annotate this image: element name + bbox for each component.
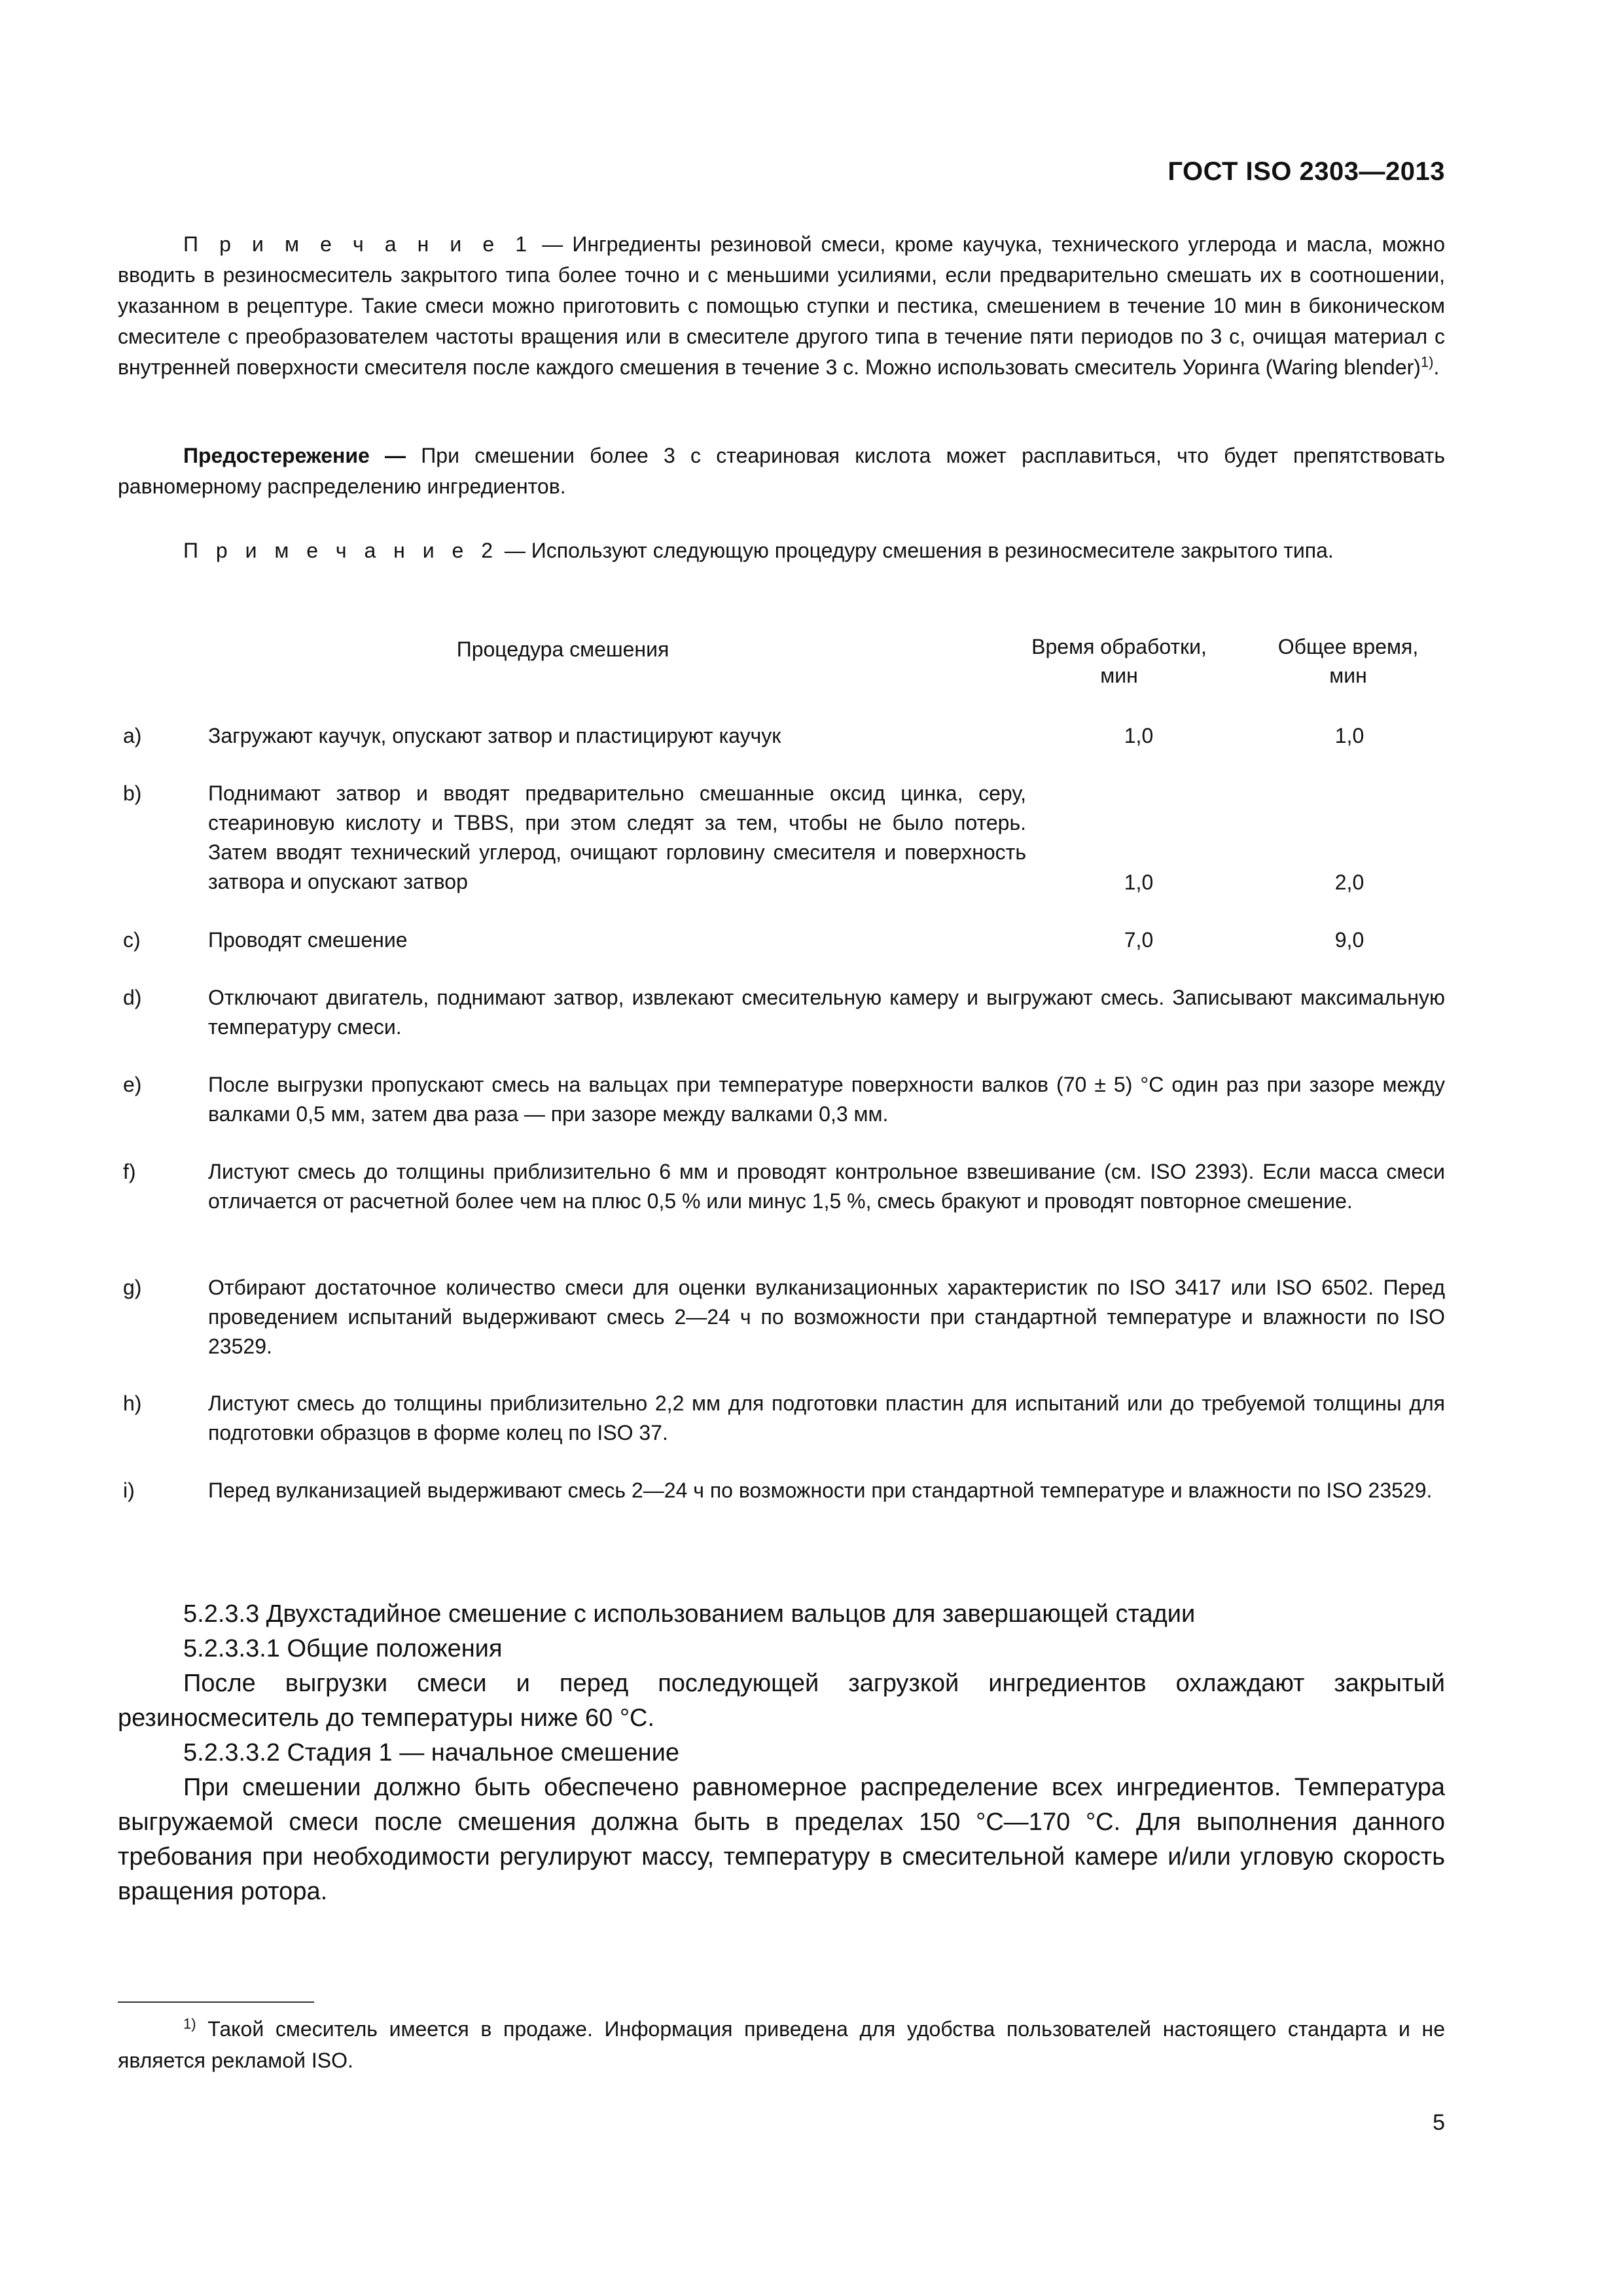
note-1 [118,229,1445,383]
table-row-total: 9,0 [1334,928,1364,952]
col-header-time-line1: Время обработки, [1031,635,1207,658]
document-header: ГОСТ ISO 2303—2013 [1168,157,1445,186]
note-1-text: — Ингредиенты резиновой смеси, кроме каучука, технического углерода и масла, можно вводить в резиносмеситель закрытого типа более точно и с меньшими усилиями, если предварительно смешать их в соотношении, указанном в рецептуре. Такие смеси можно приготовить с помощью ступки и пестика, смешением в течение 10 мин в биконическом смесителе с преобразователем частоты вращения или в смесителе другого типа в течение пяти периодов по 3 с, очищая материал с внутренней поверхности смесителя после каждого смешения в течение 3 с. Можно использовать смеситель Уоринга (Waring blender) [118,232,1446,379]
note-1-tail: . [1433,355,1440,379]
note-1-label: П р и м е ч а н и е 1 [183,232,533,256]
table-row-letter: e) [123,1073,142,1096]
warning-text: При смешении более 3 с стеариновая кислота может расплавиться, что будет препятствовать равномерному распределению ингредиентов. [118,444,1446,498]
table-row-text: Загружают каучук, опускают затвор и пластицируют каучук [208,724,781,747]
table-row-time: 1,0 [1124,870,1154,894]
warning [118,440,1445,502]
table-row-text: Проводят смешение [208,928,408,952]
table-row-text: Листуют смесь до толщины приблизительно 6 мм и проводят контрольное взвешивание (см. ISO 2393). Если масса смеси отличается от расчетной более чем на плюс 0,5 % или минус 1,5 %, смесь бракуют и проводят повторное смешение. [208,1160,1445,1213]
footnote [118,2013,1445,2076]
table-row-letter: h) [123,1391,142,1415]
footnote-text: Такой смеситель имеется в продаже. Информация приведена для удобства пользователей настоящего стандарта и не является рекламой ISO. [118,2017,1445,2072]
col-header-time-line2: мин [1100,664,1138,687]
table-row-text: После выгрузки пропускают смесь на вальцах при температуре поверхности валков (70 ± 5) °С один раз при зазоре между валками 0,5 мм, затем два раза — при зазоре между валками 0,3 мм. [208,1073,1445,1126]
section-paragraph: При смешении должно быть обеспечено равномерное распределение всех ингредиентов. Температура выгружаемой смеси после смешения должна быть в пределах 150 °С—170 °С. Для выполнения данного требования при необходимости регулируют массу, температуру в смесительной камере и/или угловую скорость вращения ротора. [118,1774,1445,1905]
note-2-text: — Используют следующую процедуру смешения в резиносмесителе закрытого типа. [498,539,1334,562]
table-row-time: 7,0 [1124,928,1154,952]
warning-label: Предостережение — [183,444,406,467]
col-header-total-line2: мин [1329,664,1367,687]
page-number: 5 [1433,2110,1445,2135]
table-row-letter: b) [123,781,142,805]
table-row-letter: g) [123,1276,142,1299]
table-row-letter: d) [123,986,142,1009]
col-header-total-line1: Общее время, [1277,635,1419,658]
section-body [118,1597,1445,1909]
table-row-total: 1,0 [1334,724,1364,747]
table-row-letter: c) [123,928,141,952]
table-row-text: Перед вулканизацией выдерживают смесь 2—24 ч по возможности при стандартной температуре и влажности по ISO 23529. [208,1479,1433,1502]
table-row-text: Листуют смесь до толщины приблизительно 2,2 мм для подготовки пластин для испытаний или до требуемой толщины для подготовки образцов в форме колец по ISO 37. [208,1391,1445,1444]
table-row-text: Отключают двигатель, поднимают затвор, извлекают смесительную камеру и выгружают смесь. Записывают максимальную температуру смеси. [208,986,1445,1039]
footnote-ref: 1) [1420,353,1434,370]
footnote-divider [118,2001,314,2003]
table-row-time: 1,0 [1124,724,1154,747]
section-heading-5-2-3-3: 5.2.3.3 Двухстадийное смешение с использованием вальцов для завершающей стадии [183,1600,1196,1628]
note-2-label: П р и м е ч а н и е 2 [183,539,499,562]
note-2 [118,535,1445,566]
col-header-procedure: Процедура смешения [456,637,669,661]
table-row-text: Отбирают достаточное количество смеси для оценки вулканизационных характеристик по ISO 3417 или ISO 6502. Перед проведением испытаний выдерживают смесь 2—24 ч по возможности при стандартной температуре и влажности по ISO 23529. [208,1276,1445,1358]
table-row-text: Поднимают затвор и вводят предварительно смешанные оксид цинка, серу, стеариновую кислоту и TBBS, при этом следят за тем, чтобы не было потерь. Затем вводят технический углерод, очищают горловину смесителя и поверхность затвора и опускают затвор [208,781,1026,893]
table-row-letter: a) [123,724,142,747]
section-heading-5-2-3-3-2: 5.2.3.3.2 Стадия 1 — начальное смешение [183,1739,680,1767]
table-row-letter: f) [123,1160,136,1183]
table-row-total: 2,0 [1334,870,1364,894]
col-header-time [1008,632,1230,690]
col-header-total [1243,632,1453,690]
table-row-letter: i) [123,1479,135,1502]
section-heading-5-2-3-3-1: 5.2.3.3.1 Общие положения [183,1635,503,1662]
footnote-mark: 1) [183,2015,196,2032]
section-paragraph: После выгрузки смеси и перед последующей загрузкой ингредиентов охлаждают закрытый резиносмеситель до температуры ниже 60 °С. [118,1670,1445,1732]
